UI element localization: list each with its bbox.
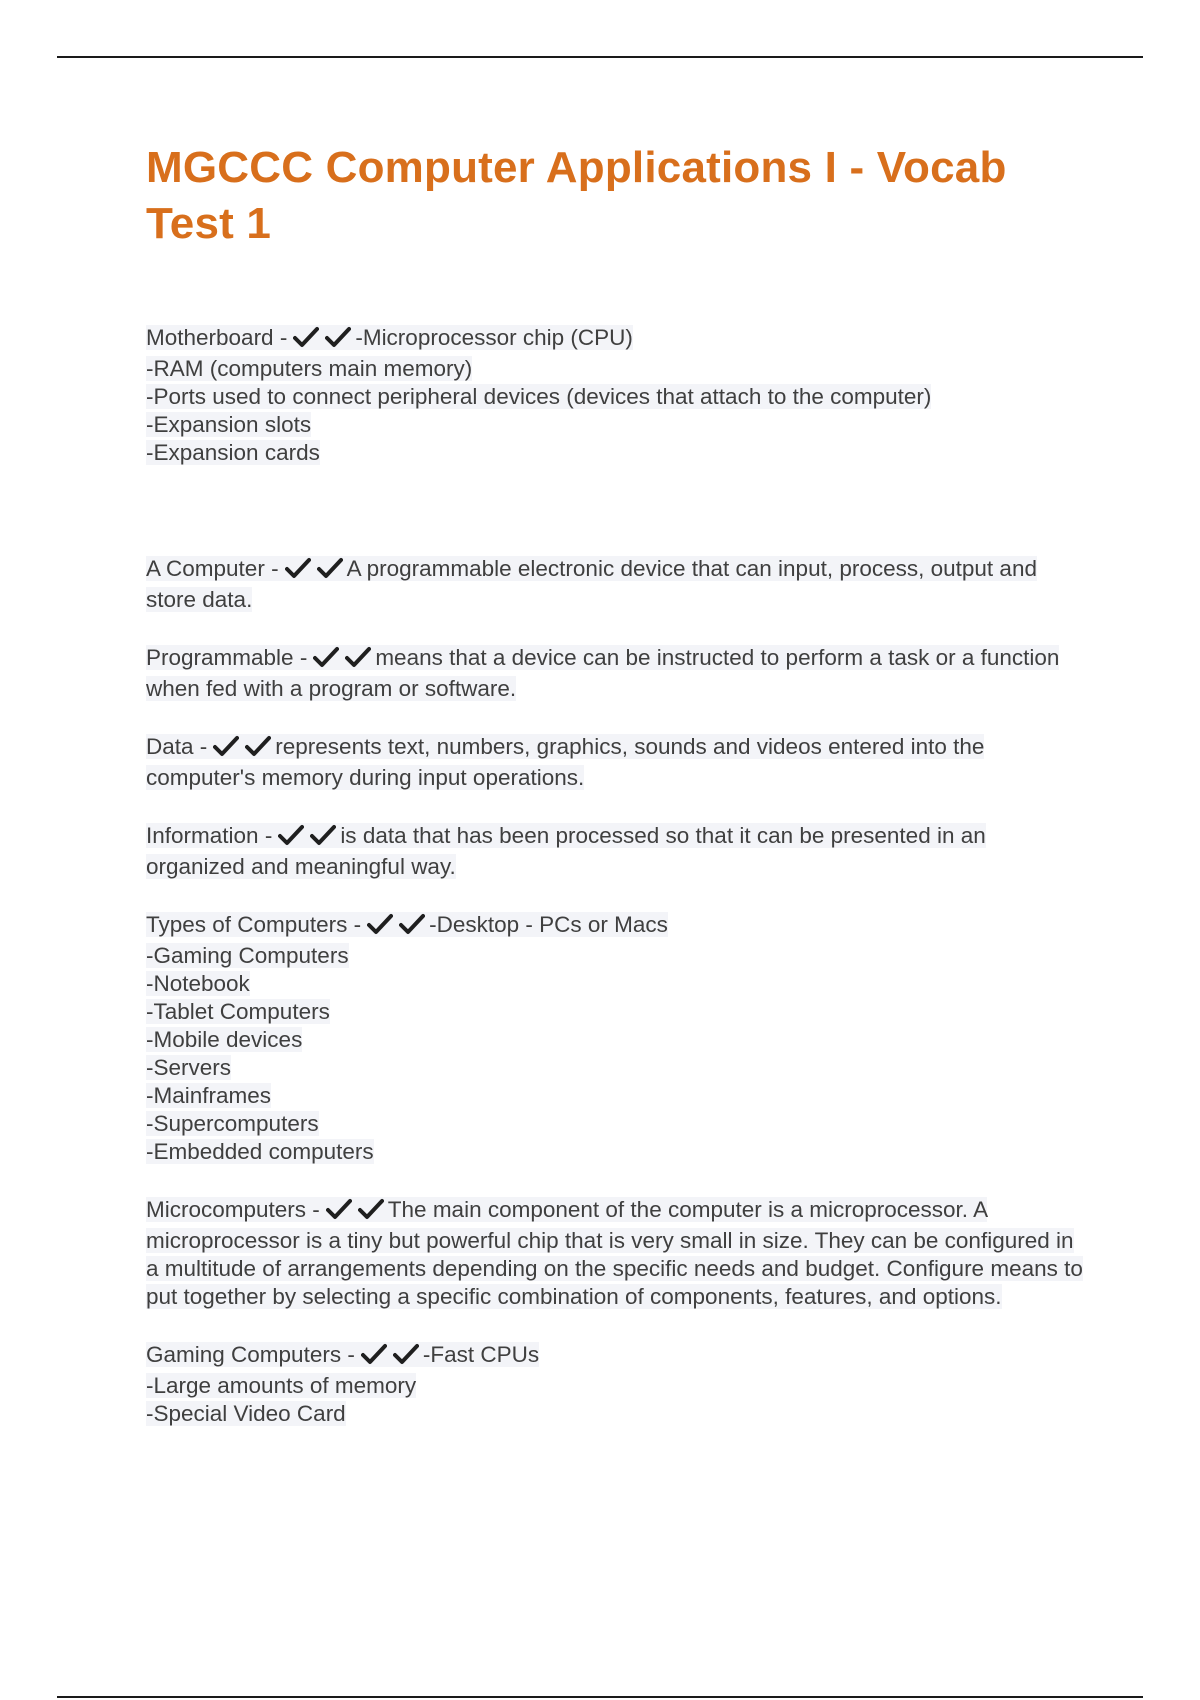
vocab-definition-line: [146, 1400, 1086, 1428]
page-title: MGCCC Computer Applications I - Vocab Test 1: [146, 143, 1007, 248]
highlighted-text: [146, 645, 1059, 701]
highlighted-text: -Tablet Computers: [146, 999, 330, 1024]
term-separator: -: [264, 556, 279, 581]
highlighted-text: [146, 556, 1037, 612]
double-checkmark-icon: [285, 557, 343, 586]
vocab-term: A Computer: [146, 556, 265, 581]
vocab-definition: -Desktop - PCs or Macs: [429, 912, 668, 937]
vocab-entry-first-line: [146, 822, 1086, 881]
highlighted-text: -Expansion slots: [146, 412, 312, 437]
vocab-definition: -Microprocessor chip (CPU): [355, 325, 633, 350]
vocab-definition-line: [146, 1138, 1086, 1166]
vocab-definition: -Fast CPUs: [422, 1342, 540, 1367]
term-separator: -: [341, 1342, 355, 1367]
vocab-entry-first-line: [146, 1341, 1086, 1372]
double-checkmark-icon: [278, 824, 336, 853]
vocab-entry: [146, 324, 1086, 467]
vocab-entry: [146, 644, 1086, 703]
vocab-definition: represents text, numbers, graphics, sounds and videos entered into the computer's memory during input operations.: [146, 734, 985, 790]
vocab-entry-first-line: [146, 555, 1086, 614]
term-separator: -: [347, 912, 362, 937]
document-body: [146, 140, 1086, 1458]
vocab-definition-line: [146, 1110, 1086, 1138]
highlighted-text: -Gaming Computers: [146, 943, 349, 968]
vocab-entry: [146, 1341, 1086, 1428]
vocab-entry-first-line: [146, 733, 1086, 792]
vocab-entry: [146, 555, 1086, 614]
vocab-term: Information: [146, 823, 259, 848]
highlighted-text: -Servers: [146, 1055, 232, 1080]
vocab-term: Data: [146, 734, 194, 759]
vocab-entry-first-line: [146, 324, 1086, 355]
term-separator: -: [306, 1197, 320, 1222]
vocab-definition-line: [146, 970, 1086, 998]
double-checkmark-icon: [361, 1343, 419, 1372]
double-checkmark-icon: [293, 326, 351, 355]
vocab-term: Microcomputers: [146, 1197, 307, 1222]
highlighted-text: -Mobile devices: [146, 1027, 303, 1052]
vocab-definition: means that a device can be instructed to perform a task or a function when fed with a program or software.: [146, 645, 1060, 701]
highlighted-text: -Embedded computers: [146, 1139, 374, 1164]
vocab-definition-line: [146, 355, 1086, 383]
double-checkmark-icon: [213, 735, 271, 764]
highlighted-text: -Expansion cards: [146, 440, 320, 465]
vocab-definition: The main component of the computer is a microprocessor. A microprocessor is a tiny but powerful chip that is very small in size. They can be configured in a multitude of arrangements depending on the specific needs and budget. Configure means to put together by selecting a specific combination of components, features, and options.: [146, 1197, 1083, 1309]
vocab-term: Programmable: [146, 645, 294, 670]
vocab-entry-first-line: [146, 644, 1086, 703]
highlighted-text: [146, 823, 986, 879]
highlighted-text: -Notebook: [146, 971, 250, 996]
vocab-definition-line: [146, 998, 1086, 1026]
vocab-definition-line: [146, 439, 1086, 467]
highlighted-text: [146, 1197, 1083, 1309]
highlighted-text: [146, 912, 668, 937]
vocab-entry: [146, 1196, 1086, 1311]
highlighted-text: -Ports used to connect peripheral devices (devices that attach to the computer): [146, 384, 932, 409]
vocab-entry-first-line: [146, 1196, 1086, 1311]
vocab-definition-line: [146, 1054, 1086, 1082]
vocab-definition: is data that has been processed so that it can be presented in an organized and meaningful way.: [146, 823, 986, 879]
vocab-entry: [146, 733, 1086, 792]
vocab-term: Gaming Computers: [146, 1342, 342, 1367]
vocab-term: Types of Computers: [146, 912, 348, 937]
highlighted-text: -RAM (computers main memory): [146, 356, 473, 381]
highlighted-text: [146, 1342, 539, 1367]
vocab-term: Motherboard: [146, 325, 274, 350]
header-rule: [57, 56, 1143, 58]
vocab-definition-line: [146, 1372, 1086, 1400]
highlighted-text: [146, 734, 984, 790]
vocab-definition-line: [146, 383, 1086, 411]
vocab-list: [146, 324, 1086, 1428]
double-checkmark-icon: [367, 913, 425, 942]
vocab-entry-first-line: [146, 911, 1086, 942]
term-separator: -: [193, 734, 208, 759]
highlighted-text: -Large amounts of memory: [146, 1373, 417, 1398]
footer-rule: [57, 1696, 1143, 1698]
vocab-definition-line: [146, 1082, 1086, 1110]
double-checkmark-icon: [326, 1198, 384, 1227]
vocab-definition-line: [146, 1026, 1086, 1054]
vocab-entry: [146, 822, 1086, 881]
term-separator: -: [293, 645, 308, 670]
vocab-definition-line: [146, 942, 1086, 970]
term-separator: -: [273, 325, 288, 350]
double-checkmark-icon: [313, 646, 371, 675]
highlighted-text: -Special Video Card: [146, 1401, 346, 1426]
vocab-entry: [146, 911, 1086, 1166]
term-separator: -: [258, 823, 273, 848]
vocab-definition: A programmable electronic device that can input, process, output and store data.: [146, 556, 1037, 612]
highlighted-text: [146, 325, 633, 350]
highlighted-text: -Mainframes: [146, 1083, 272, 1108]
vocab-definition-line: [146, 411, 1086, 439]
highlighted-text: -Supercomputers: [146, 1111, 319, 1136]
